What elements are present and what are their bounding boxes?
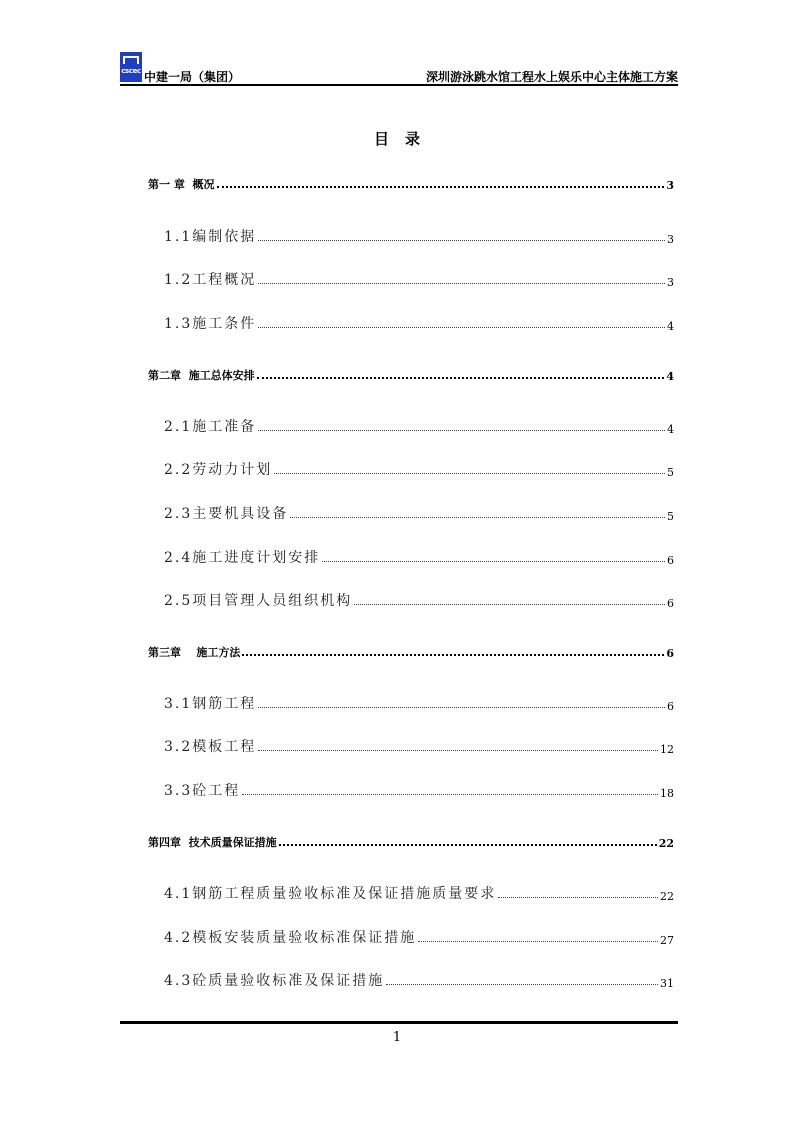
toc-page-number: 4 — [667, 423, 674, 436]
toc-section-4-3[interactable] — [164, 970, 674, 990]
dot-leader — [242, 654, 664, 656]
dot-leader — [258, 240, 665, 241]
dot-leader — [354, 604, 665, 605]
toc-label: 第四章 技术质量保证措施 — [148, 836, 277, 849]
dot-leader — [290, 517, 665, 518]
toc-page-number: 22 — [658, 837, 674, 850]
dot-leader — [279, 844, 657, 846]
dot-leader — [418, 941, 658, 942]
toc-page-number: 6 — [667, 700, 674, 713]
toc-page-number: 3 — [666, 179, 674, 192]
toc-label: 3.2模板工程 — [164, 739, 257, 755]
toc-chapter-3[interactable] — [148, 644, 674, 660]
toc-section-3-1[interactable] — [164, 693, 674, 713]
toc-label: 2.2劳动力计划 — [164, 462, 273, 478]
header-divider — [120, 84, 678, 86]
page-number: 1 — [392, 1030, 402, 1045]
toc-section-3-2[interactable] — [164, 736, 674, 756]
toc-label: 4.1钢筋工程质量验收标准及保证措施质量要求 — [164, 886, 497, 902]
toc-chapter-4[interactable] — [148, 834, 674, 850]
toc-label: 1.3施工条件 — [164, 316, 257, 332]
toc-label: 4.2模板安装质量验收标准保证措施 — [164, 930, 417, 946]
dot-leader — [498, 897, 658, 898]
dot-leader — [258, 283, 665, 284]
logo-text: cscec — [121, 67, 141, 75]
toc-page-number: 5 — [667, 510, 674, 523]
toc-section-2-5[interactable] — [164, 590, 674, 610]
dot-leader — [242, 794, 658, 795]
toc-section-1-3[interactable] — [164, 313, 674, 333]
toc-section-2-4[interactable] — [164, 547, 674, 567]
toc-page-number: 31 — [660, 977, 674, 990]
toc-page-number: 4 — [666, 370, 674, 383]
toc-chapter-1[interactable] — [148, 176, 674, 192]
toc-label: 4.3砼质量验收标准及保证措施 — [164, 973, 385, 989]
toc-label: 第二章 施工总体安排 — [148, 369, 255, 382]
toc-section-2-3[interactable] — [164, 503, 674, 523]
cscec-logo — [120, 52, 142, 82]
toc-page-number: 3 — [667, 276, 674, 289]
toc-label: 2.1施工准备 — [164, 419, 257, 435]
dot-leader — [258, 430, 665, 431]
toc-label: 3.1钢筋工程 — [164, 696, 257, 712]
toc-page-number: 3 — [667, 233, 674, 246]
logo-mark-icon — [123, 56, 139, 64]
toc-section-2-2[interactable] — [164, 459, 674, 479]
toc-page-number: 18 — [660, 787, 674, 800]
toc-page-number: 6 — [666, 647, 674, 660]
toc-section-3-3[interactable] — [164, 780, 674, 800]
toc-page-number: 6 — [667, 554, 674, 567]
dot-leader — [258, 750, 658, 751]
toc-section-4-1[interactable] — [164, 883, 674, 903]
toc-label: 2.4施工进度计划安排 — [164, 550, 321, 566]
dot-leader — [257, 377, 665, 379]
toc-section-1-2[interactable] — [164, 269, 674, 289]
toc-label: 2.5项目管理人员组织机构 — [164, 593, 353, 609]
toc-title: 目录 — [373, 130, 436, 148]
dot-leader — [258, 707, 665, 708]
toc-page-number: 27 — [660, 934, 674, 947]
project-title: 深圳游泳跳水馆工程水上娱乐中心主体施工方案 — [425, 70, 678, 84]
page-header — [120, 52, 678, 88]
toc-section-2-1[interactable] — [164, 416, 674, 436]
toc-page-number: 6 — [667, 597, 674, 610]
toc-chapter-2[interactable] — [148, 367, 674, 383]
toc-page-number: 12 — [660, 743, 674, 756]
dot-leader — [274, 473, 665, 474]
toc-label: 1.1编制依据 — [164, 229, 257, 245]
toc-section-1-1[interactable] — [164, 226, 674, 246]
toc-label: 第一 章 概况 — [148, 178, 215, 191]
toc-section-4-2[interactable] — [164, 927, 674, 947]
toc-label: 1.2工程概况 — [164, 272, 257, 288]
company-name: 中建一局（集团） — [144, 70, 241, 84]
dot-leader — [386, 984, 658, 985]
toc-page-number: 5 — [667, 466, 674, 479]
toc-page-number: 22 — [660, 890, 674, 903]
dot-leader — [258, 327, 665, 328]
dot-leader — [322, 561, 665, 562]
toc-page-number: 4 — [667, 320, 674, 333]
toc-label: 第三章 施工方法 — [148, 646, 241, 659]
dot-leader — [217, 186, 665, 188]
toc-label: 2.3主要机具设备 — [164, 506, 289, 522]
footer-divider — [120, 1021, 678, 1024]
toc-label: 3.3砼工程 — [164, 783, 241, 799]
